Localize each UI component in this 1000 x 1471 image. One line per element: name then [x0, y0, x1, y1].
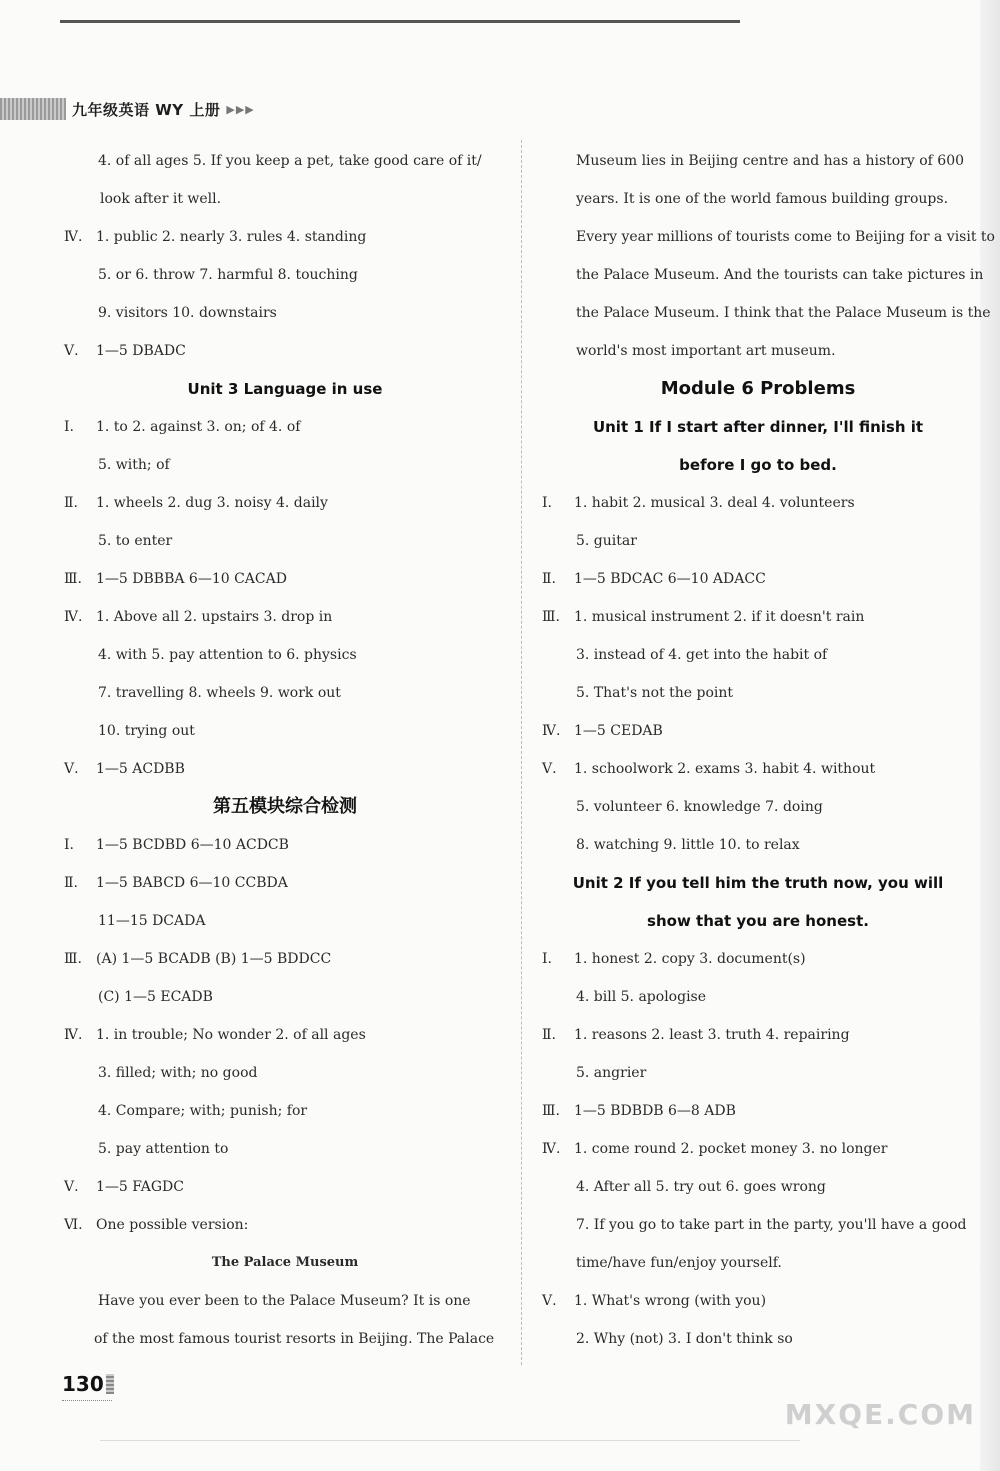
section-row — [538, 1130, 978, 1168]
section-row — [60, 1168, 510, 1206]
unit1-heading: Unit 1 If I start after dinner, I'll finish it — [592, 418, 924, 436]
answer-line: 2. Why (not) 3. I don't think so — [576, 1331, 793, 1347]
section-row — [60, 750, 510, 788]
answer-line: 7. If you go to take part in the party, you'll have a good — [576, 1217, 967, 1233]
section-answers: 1. What's wrong (with you) — [574, 1293, 767, 1309]
header-decoration-bar — [0, 98, 66, 120]
section-answers: 1. reasons 2. least 3. truth 4. repairing — [574, 1027, 850, 1043]
unit1-heading-cont: before I go to bed. — [679, 456, 837, 474]
section-row — [60, 484, 510, 522]
section-number: Ⅳ. — [542, 1141, 561, 1157]
section-answers: 1. come round 2. pocket money 3. no longer — [574, 1141, 888, 1157]
answer-line: 4. Compare; with; punish; for — [98, 1103, 308, 1119]
answer-line: 10. trying out — [98, 723, 195, 739]
section-answers: 1—5 ACDBB — [96, 761, 185, 777]
answer-line: look after it well. — [100, 191, 222, 207]
answer-line: time/have fun/enjoy yourself. — [576, 1255, 782, 1271]
module5-test-heading: 第五模块综合检测 — [213, 796, 357, 817]
essay-line: Every year millions of tourists come to Beijing for a visit to — [576, 229, 995, 245]
section-row — [538, 484, 978, 522]
section-number: Ⅲ. — [64, 951, 82, 967]
top-rule — [60, 20, 740, 23]
section-answers: 1—5 DBADC — [96, 343, 186, 359]
answer-line: 9. visitors 10. downstairs — [98, 305, 277, 321]
section-number: Ⅲ. — [64, 571, 82, 587]
answer-line: (C) 1—5 ECADB — [98, 989, 213, 1005]
page-number-bar — [106, 1374, 114, 1394]
module6-heading: Module 6 Problems — [660, 378, 856, 399]
answer-line: 4. with 5. pay attention to 6. physics — [98, 647, 357, 663]
section-row — [60, 218, 510, 256]
section-row — [60, 1206, 510, 1244]
section-row — [538, 560, 978, 598]
section-answers: 1—5 CEDAB — [574, 723, 663, 739]
section-answers: 1—5 BABCD 6—10 CCBDA — [96, 875, 288, 891]
section-answers: 1—5 FAGDC — [96, 1179, 184, 1195]
section-answers: 1. in trouble; No wonder 2. of all ages — [96, 1027, 366, 1043]
section-number: Ⅴ. — [64, 343, 79, 359]
answer-line: 5. with; of — [98, 457, 170, 473]
answer-line: 5. That's not the point — [576, 685, 734, 701]
left-column — [60, 142, 510, 1358]
column-divider — [521, 140, 522, 1365]
section-number: Ⅳ. — [64, 609, 83, 625]
answer-line: 5. pay attention to — [98, 1141, 229, 1157]
essay-line: the Palace Museum. I think that the Palace Museum is the — [576, 305, 991, 321]
answer-line: 5. guitar — [576, 533, 637, 549]
section-row — [60, 408, 510, 446]
footer-rule — [100, 1440, 800, 1441]
section-number: Ⅱ. — [64, 495, 78, 511]
unit2-heading-cont: show that you are honest. — [647, 912, 869, 930]
answer-line: 4. of all ages 5. If you keep a pet, take good care of it/ — [98, 153, 482, 169]
page-number-text: 130 — [62, 1372, 104, 1396]
section-number: Ⅰ. — [542, 495, 552, 511]
section-answers: 1. Above all 2. upstairs 3. drop in — [96, 609, 333, 625]
section-number: Ⅴ. — [542, 761, 557, 777]
section-answers: (A) 1—5 BCADB (B) 1—5 BDDCC — [96, 951, 332, 967]
section-number: Ⅴ. — [64, 761, 79, 777]
section-row — [538, 750, 978, 788]
section-answers: 1. habit 2. musical 3. deal 4. volunteers — [574, 495, 855, 511]
answer-line: 5. volunteer 6. knowledge 7. doing — [576, 799, 823, 815]
answer-line: 5. to enter — [98, 533, 173, 549]
footer-dotted-rule — [62, 1400, 112, 1401]
header-title: 九年级英语 WY 上册 — [72, 100, 221, 119]
section-row — [538, 598, 978, 636]
section-number: Ⅲ. — [542, 609, 560, 625]
section-number: Ⅱ. — [542, 571, 556, 587]
section-number: Ⅰ. — [64, 419, 74, 435]
answer-line: 8. watching 9. little 10. to relax — [576, 837, 800, 853]
essay-line: of the most famous tourist resorts in Beijing. The Palace — [94, 1331, 495, 1347]
section-number: Ⅲ. — [542, 1103, 560, 1119]
section-row — [60, 864, 510, 902]
answer-line: 5. or 6. throw 7. harmful 8. touching — [98, 267, 358, 283]
essay-line: Museum lies in Beijing centre and has a history of 600 — [576, 153, 965, 169]
answer-line: 4. bill 5. apologise — [576, 989, 707, 1005]
unit2-heading: Unit 2 If you tell him the truth now, you will — [572, 874, 944, 892]
section-answers: 1. wheels 2. dug 3. noisy 4. daily — [96, 495, 328, 511]
section-number: Ⅰ. — [64, 837, 74, 853]
answer-line: 3. instead of 4. get into the habit of — [576, 647, 828, 663]
section-number: Ⅱ. — [542, 1027, 556, 1043]
section-row — [538, 1016, 978, 1054]
header-arrows-icon: ▶▶▶ — [226, 102, 255, 116]
answer-line: 5. angrier — [576, 1065, 647, 1081]
section-number: Ⅴ. — [64, 1179, 79, 1195]
section-row — [60, 826, 510, 864]
answer-line: 3. filled; with; no good — [98, 1065, 258, 1081]
essay-line: Have you ever been to the Palace Museum? It is one — [98, 1293, 471, 1309]
essay-title: The Palace Museum — [211, 1255, 359, 1270]
page-header — [0, 98, 255, 120]
section-answers: 1. public 2. nearly 3. rules 4. standing — [96, 229, 367, 245]
page-number — [62, 1372, 114, 1396]
section-row — [60, 598, 510, 636]
essay-line: the Palace Museum. And the tourists can take pictures in — [576, 267, 984, 283]
answer-line: 7. travelling 8. wheels 9. work out — [98, 685, 341, 701]
essay-line: years. It is one of the world famous building groups. — [576, 191, 949, 207]
essay-line: world's most important art museum. — [576, 343, 836, 359]
section-row — [60, 332, 510, 370]
section-answers: 1. schoolwork 2. exams 3. habit 4. without — [574, 761, 876, 777]
section-answers: 1—5 BDBDB 6—8 ADB — [574, 1103, 736, 1119]
section-number: Ⅴ. — [542, 1293, 557, 1309]
section-number: Ⅵ. — [64, 1217, 83, 1233]
section-row — [538, 712, 978, 750]
answer-line: 4. After all 5. try out 6. goes wrong — [576, 1179, 826, 1195]
section-row — [538, 940, 978, 978]
section-row — [538, 1092, 978, 1130]
section-answers: One possible version: — [96, 1217, 249, 1233]
answer-line: 11—15 DCADA — [98, 913, 206, 929]
section-number: Ⅳ. — [64, 229, 83, 245]
section-number: Ⅳ. — [64, 1027, 83, 1043]
section-answers: 1—5 BDCAC 6—10 ADACC — [574, 571, 766, 587]
section-row — [60, 940, 510, 978]
section-answers: 1—5 BCDBD 6—10 ACDCB — [96, 837, 289, 853]
section-answers: 1. musical instrument 2. if it doesn't rain — [574, 609, 865, 625]
section-number: Ⅳ. — [542, 723, 561, 739]
watermark-logo: MXQE.COM — [784, 1398, 976, 1431]
right-column — [538, 142, 995, 1358]
section-answers: 1. honest 2. copy 3. document(s) — [574, 951, 806, 967]
section-row — [538, 1282, 978, 1320]
section-number: Ⅰ. — [542, 951, 552, 967]
section-answers: 1—5 DBBBA 6—10 CACAD — [96, 571, 287, 587]
section-number: Ⅱ. — [64, 875, 78, 891]
section-answers: 1. to 2. against 3. on; of 4. of — [96, 419, 301, 435]
section-row — [60, 560, 510, 598]
section-row — [60, 1016, 510, 1054]
unit3-heading: Unit 3 Language in use — [187, 380, 383, 398]
